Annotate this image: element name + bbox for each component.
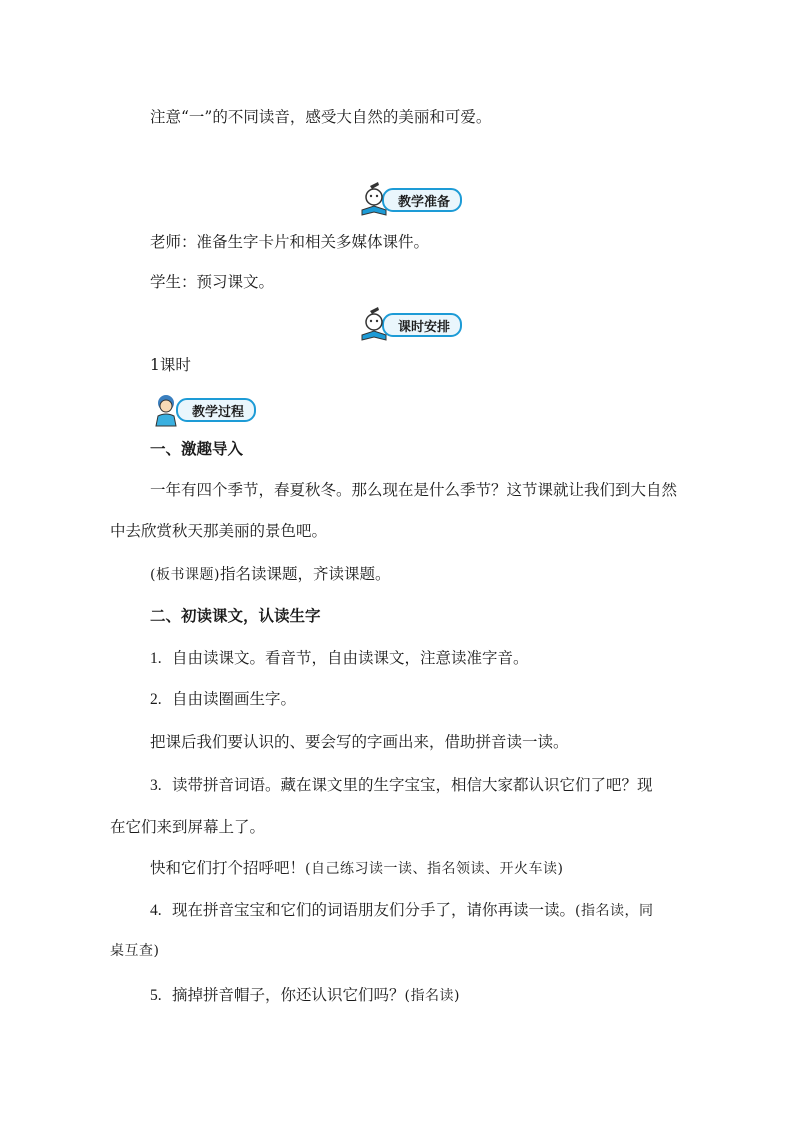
item-number: 1. [150, 650, 162, 667]
item3-detail-note: (自己练习读一读、指名领读、开火车读) [305, 861, 564, 877]
section2-heading: 二、初读课文，认读生字 [150, 606, 321, 625]
badge-label: 教学准备 [382, 188, 462, 212]
item3-detail [150, 857, 720, 880]
list-item-3 [150, 774, 720, 797]
list-item-4 [150, 899, 720, 922]
item3-detail-text: 快和它们打个招呼吧！ [150, 859, 306, 877]
list-item-1 [150, 647, 720, 670]
badge-label: 教学过程 [176, 398, 256, 422]
item4-note-line2: 桌互查) [110, 943, 160, 959]
schedule-badge [356, 307, 462, 343]
objective-text: 注意“一”的不同读音，感受大自然的美丽和可爱。 [150, 108, 492, 126]
mascot-teacher-icon [150, 392, 186, 428]
mascot-reading-icon [356, 307, 392, 343]
section1-heading: 一、激趣导入 [150, 439, 244, 458]
item-number: 2. [150, 691, 162, 708]
teaching-process-badge [150, 392, 256, 428]
item-number: 4. [150, 902, 162, 919]
item-text: 读带拼音词语。藏在课文里的生字宝宝，相信大家都认识它们了吧？现 [172, 776, 653, 794]
item-number: 3. [150, 777, 162, 794]
item-text: 自由读圈画生字。 [172, 690, 297, 708]
item3-line2: 在它们来到屏幕上了。 [110, 818, 266, 836]
list-item-5 [150, 984, 720, 1007]
blackboard-note: (板书课题) [150, 567, 220, 583]
item4-note: (指名读，同 [575, 903, 654, 919]
schedule-text: 1课时 [150, 356, 191, 374]
teacher-prep-text: 老师：准备生字卡片和相关多媒体课件。 [150, 233, 430, 251]
student-prep-text: 学生：预习课文。 [150, 273, 275, 291]
section1-para1-line1: 一年有四个季节，春夏秋冬。那么现在是什么季节？这节课就让我们到大自然 [150, 481, 678, 499]
item-number: 5. [150, 987, 162, 1004]
item-text: 现在拼音宝宝和它们的词语朋友们分手了，请你再读一读。 [172, 901, 576, 919]
item-text: 自由读课文。看音节，自由读课文，注意读准字音。 [172, 649, 529, 667]
teaching-prep-badge [356, 182, 462, 218]
para2-text: 指名读课题，齐读课题。 [219, 565, 391, 583]
section1-para1-line2: 中去欣赏秋天那美丽的景色吧。 [110, 522, 328, 540]
section1-para2 [150, 563, 720, 586]
item2-detail: 把课后我们要认识的、要会写的字画出来，借助拼音读一读。 [150, 733, 569, 751]
mascot-reading-icon [356, 182, 392, 218]
item-text: 摘掉拼音帽子，你还认识它们吗？ [172, 986, 405, 1004]
item5-note: (指名读) [404, 988, 460, 1004]
badge-label: 课时安排 [382, 313, 462, 337]
list-item-2 [150, 688, 720, 711]
